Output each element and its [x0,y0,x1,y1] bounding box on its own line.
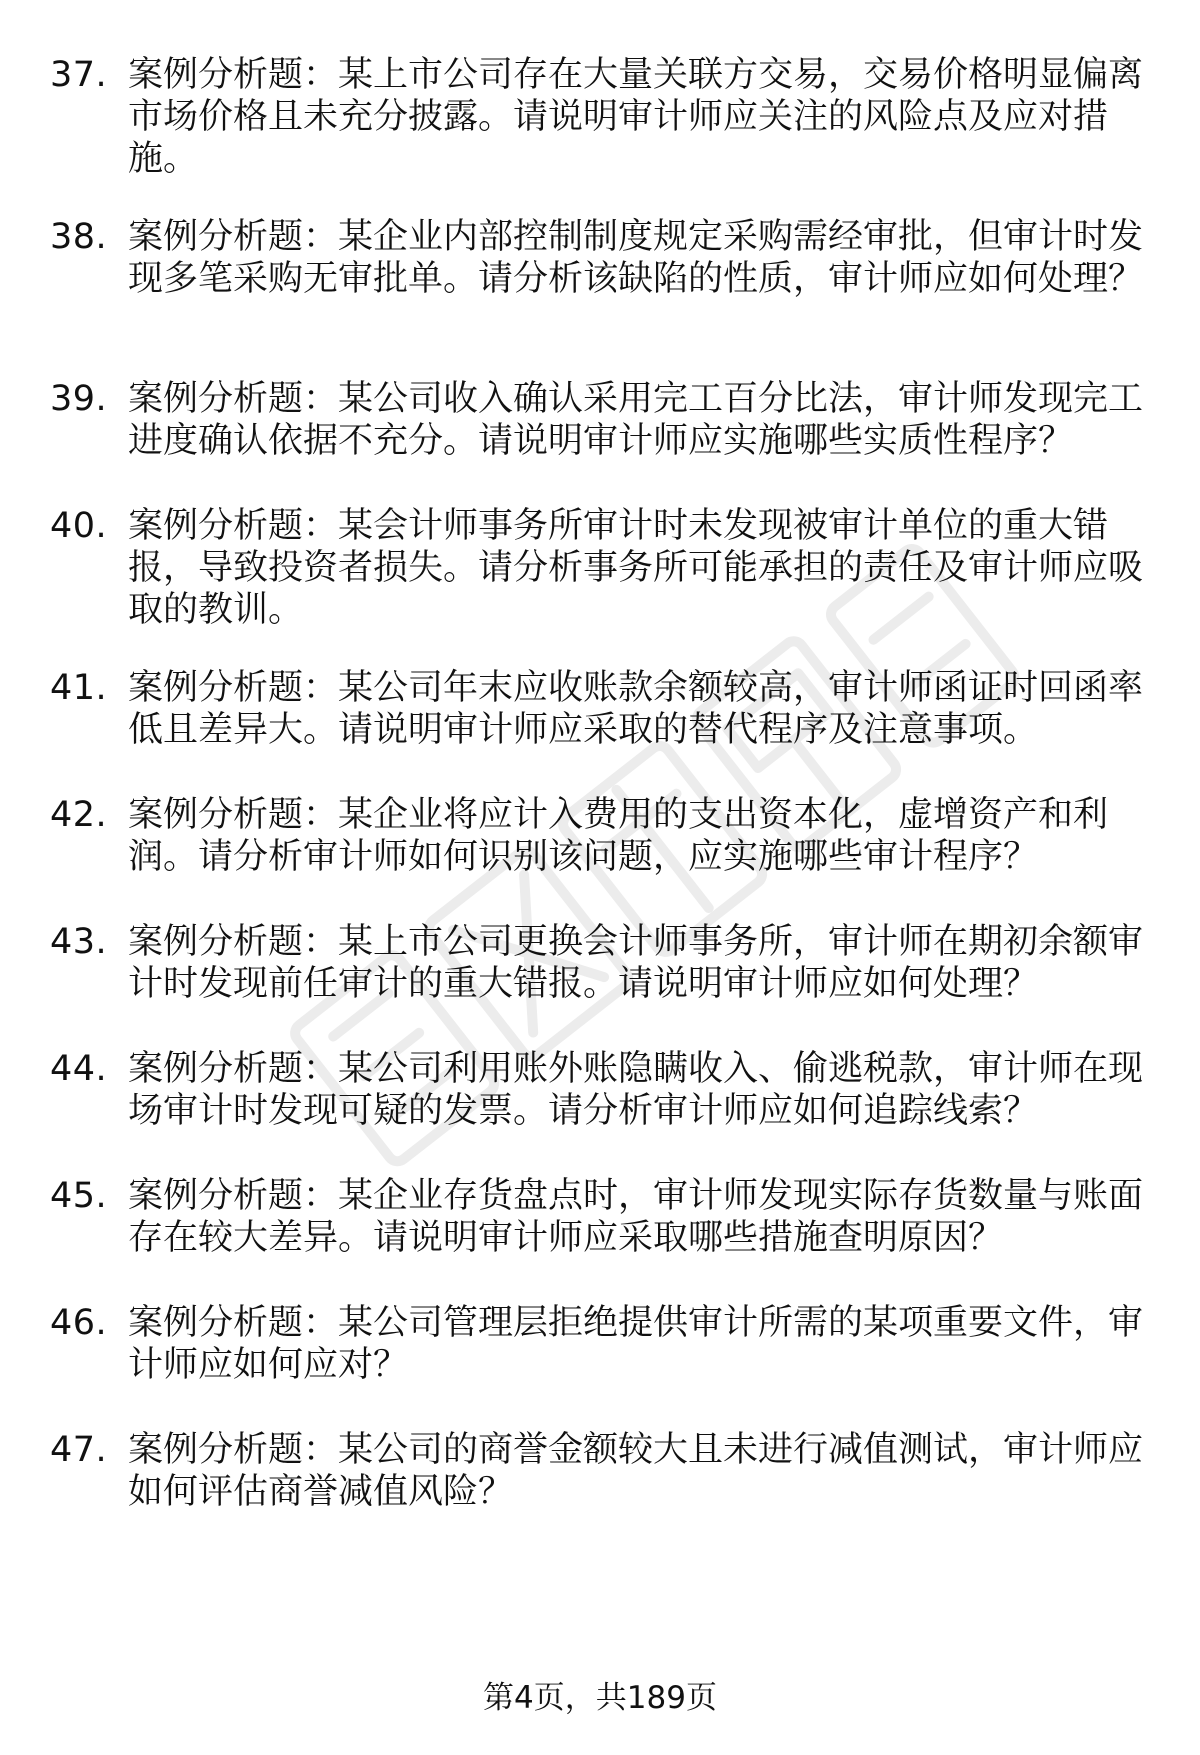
question-text: 案例分析题：某公司的商誉金额较大且未进行减值测试，审计师应如何评估商誉减值风险？ [128,1430,1144,1512]
question-item [0,216,1200,378]
question-number: 45. [50,1176,108,1216]
question-item [0,794,1200,921]
question-number: 47. [50,1430,108,1470]
question-text: 案例分析题：某企业存货盘点时，审计师发现实际存货数量与账面存在较大差异。请说明审计师应采取哪些措施查明原因？ [128,1176,1144,1258]
question-text: 案例分析题：某上市公司更换会计师事务所，审计师在期初余额审计时发现前任审计的重大错报。请说明审计师应如何处理？ [128,922,1144,1004]
question-item [0,378,1200,505]
question-item [0,921,1200,1048]
question-item [0,54,1200,216]
page-footer [0,1678,1200,1718]
question-text: 案例分析题：某公司收入确认采用完工百分比法，审计师发现完工进度确认依据不充分。请说明审计师应实施哪些实质性程序？ [128,379,1144,461]
question-item [0,667,1200,794]
question-text: 案例分析题：某公司利用账外账隐瞒收入、偷逃税款，审计师在现场审计时发现可疑的发票。请分析审计师应如何追踪线索？ [128,1049,1144,1131]
question-number: 46. [50,1303,108,1343]
question-list [0,54,1200,1556]
question-text: 案例分析题：某会计师事务所审计时未发现被审计单位的重大错报，导致投资者损失。请分析事务所可能承担的责任及审计师应吸取的教训。 [128,506,1144,630]
question-number: 44. [50,1049,108,1089]
question-item [0,1175,1200,1302]
question-number: 40. [50,506,108,546]
question-text: 案例分析题：某企业将应计入费用的支出资本化，虚增资产和利润。请分析审计师如何识别该问题，应实施哪些审计程序？ [128,795,1109,877]
question-number: 42. [50,795,108,835]
question-item [0,1302,1200,1429]
question-item [0,505,1200,667]
question-text: 案例分析题：某公司管理层拒绝提供审计所需的某项重要文件，审计师应如何应对？ [128,1303,1144,1385]
question-number: 38. [50,217,108,257]
question-number: 43. [50,922,108,962]
page-number-label: 第4页，共189页 [483,1680,717,1716]
question-item [0,1429,1200,1556]
question-text: 案例分析题：某企业内部控制制度规定采购需经审批，但审计时发现多笔采购无审批单。请分析该缺陷的性质，审计师应如何处理？ [128,217,1144,299]
question-item [0,1048,1200,1175]
question-number: 41. [50,668,108,708]
question-text: 案例分析题：某公司年末应收账款余额较高，审计师函证时回函率低且差异大。请说明审计师应采取的替代程序及注意事项。 [128,668,1144,750]
question-number: 37. [50,55,108,95]
question-number: 39. [50,379,108,419]
question-text: 案例分析题：某上市公司存在大量关联方交易，交易价格明显偏离市场价格且未充分披露。请说明审计师应关注的风险点及应对措施。 [128,55,1144,179]
